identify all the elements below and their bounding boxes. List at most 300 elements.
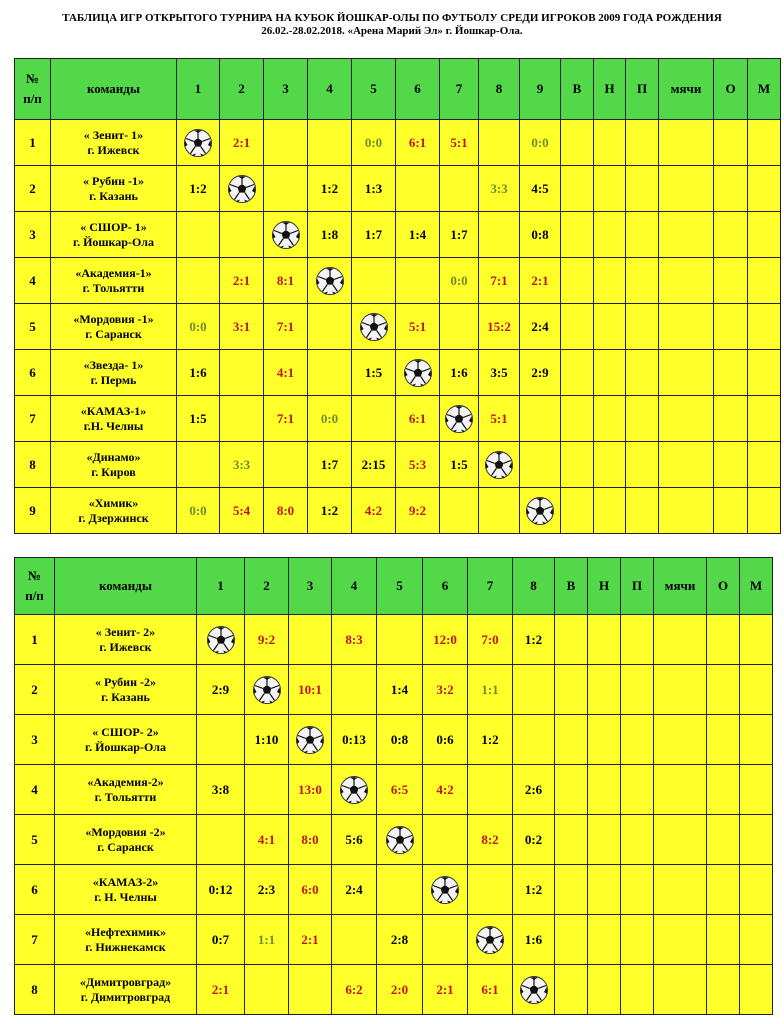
score-cell: [177, 212, 220, 258]
stat-cell: [740, 765, 773, 815]
score-cell: 4:2: [423, 765, 468, 815]
stat-cell: [714, 258, 748, 304]
stat-cell: [659, 350, 714, 396]
table-row: [15, 488, 781, 534]
score-cell: [520, 442, 561, 488]
score-cell: 2:15: [352, 442, 396, 488]
document-title: [0, 12, 784, 38]
team-cell: [51, 120, 177, 166]
stat-cell: [555, 615, 588, 665]
row-number: 4: [15, 258, 51, 304]
score-cell: 6:1: [396, 396, 440, 442]
soccer-ball-icon: [444, 404, 474, 434]
score-cell: [396, 166, 440, 212]
header-col-4: 4: [308, 59, 352, 120]
stat-cell: [748, 350, 781, 396]
score-cell: 0:0: [308, 396, 352, 442]
soccer-ball-icon: [475, 925, 505, 955]
header-stat-5: О: [714, 59, 748, 120]
team-city: г. Ижевск: [87, 142, 140, 157]
header-number-bottom: п/п: [23, 91, 42, 106]
stat-cell: [561, 304, 594, 350]
stat-cell: [621, 965, 654, 1015]
score-cell: 1:2: [177, 166, 220, 212]
soccer-ball-icon: [183, 128, 213, 158]
team-name: « Зенит- 1»: [83, 127, 144, 142]
stat-cell: [594, 396, 626, 442]
stat-cell: [588, 815, 621, 865]
soccer-ball-icon: [385, 825, 415, 855]
header-stat-1: В: [555, 558, 588, 615]
diagonal-cell: [289, 715, 332, 765]
score-cell: 3:3: [220, 442, 264, 488]
stat-cell: [654, 615, 707, 665]
score-cell: 0:0: [177, 304, 220, 350]
score-cell: 7:0: [468, 615, 513, 665]
score-cell: [352, 258, 396, 304]
team-city: г. Пермь: [90, 372, 137, 387]
header-number-top: №: [27, 568, 42, 583]
score-cell: 8:2: [468, 815, 513, 865]
score-cell: 2:3: [245, 865, 289, 915]
header-stat-4: мячи: [654, 558, 707, 615]
score-cell: 8:0: [264, 488, 308, 534]
stat-cell: [588, 965, 621, 1015]
diagonal-cell: [220, 166, 264, 212]
team-cell: [51, 258, 177, 304]
team-city: г. Тольятти: [94, 789, 157, 804]
team-name: «Звезда- 1»: [83, 357, 144, 372]
stat-cell: [561, 350, 594, 396]
header-row: [15, 558, 773, 615]
soccer-ball-icon: [339, 775, 369, 805]
score-cell: 1:6: [513, 915, 555, 965]
stat-cell: [659, 258, 714, 304]
score-cell: 6:0: [289, 865, 332, 915]
team-name: «Динамо»: [86, 449, 141, 464]
stat-cell: [561, 120, 594, 166]
stat-cell: [555, 665, 588, 715]
team-cell: [51, 488, 177, 534]
tournament-table-1: [14, 58, 781, 534]
score-cell: 1:2: [308, 488, 352, 534]
stat-cell: [626, 166, 659, 212]
stat-cell: [626, 396, 659, 442]
score-cell: 7:1: [479, 258, 520, 304]
title-line-1: ТАБЛИЦА ИГР ОТКРЫТОГО ТУРНИРА НА КУБОК ЙОШКАР-ОЛЫ ПО ФУТБОЛУ СРЕДИ ИГРОКОВ 2009 ГОДА РОЖДЕНИЯ: [62, 12, 722, 24]
stat-cell: [654, 915, 707, 965]
table-row: [15, 665, 773, 715]
stat-cell: [654, 715, 707, 765]
stat-cell: [561, 488, 594, 534]
score-cell: [423, 915, 468, 965]
stat-cell: [714, 212, 748, 258]
score-cell: [440, 304, 479, 350]
table-row: [15, 350, 781, 396]
soccer-ball-icon: [359, 312, 389, 342]
header-col-8: 8: [479, 59, 520, 120]
score-cell: 9:2: [245, 615, 289, 665]
team-name: « Рубин -1»: [83, 173, 144, 188]
score-cell: [332, 915, 377, 965]
table-row: [15, 166, 781, 212]
header-col-1: 1: [177, 59, 220, 120]
score-cell: [520, 396, 561, 442]
stat-cell: [659, 166, 714, 212]
score-cell: 1:7: [352, 212, 396, 258]
stat-cell: [707, 715, 740, 765]
row-number: 6: [15, 865, 55, 915]
row-number: 3: [15, 715, 55, 765]
stat-cell: [654, 865, 707, 915]
row-number: 8: [15, 965, 55, 1015]
score-cell: 1:10: [245, 715, 289, 765]
score-cell: 1:2: [468, 715, 513, 765]
score-cell: 0:2: [513, 815, 555, 865]
stat-cell: [588, 715, 621, 765]
score-cell: 4:1: [264, 350, 308, 396]
score-cell: 2:1: [220, 120, 264, 166]
team-city: г. Дзержинск: [78, 510, 149, 525]
team-cell: [51, 350, 177, 396]
stat-cell: [588, 865, 621, 915]
stat-cell: [740, 715, 773, 765]
row-number: 7: [15, 396, 51, 442]
row-number: 2: [15, 166, 51, 212]
score-cell: [308, 350, 352, 396]
team-city: г. Димитровград: [80, 989, 171, 1004]
header-col-3: 3: [264, 59, 308, 120]
stat-cell: [561, 442, 594, 488]
team-cell: [51, 442, 177, 488]
score-cell: [396, 258, 440, 304]
score-cell: [479, 488, 520, 534]
score-cell: [308, 120, 352, 166]
header-stat-6: М: [748, 59, 781, 120]
score-cell: 4:2: [352, 488, 396, 534]
score-cell: [513, 715, 555, 765]
soccer-ball-icon: [403, 358, 433, 388]
stat-cell: [748, 304, 781, 350]
stat-cell: [748, 442, 781, 488]
header-col-9: 9: [520, 59, 561, 120]
soccer-ball-icon: [430, 875, 460, 905]
score-cell: 0:0: [520, 120, 561, 166]
stat-cell: [748, 120, 781, 166]
stat-cell: [626, 258, 659, 304]
score-cell: 2:4: [520, 304, 561, 350]
score-cell: [332, 665, 377, 715]
header-stat-3: П: [621, 558, 654, 615]
diagonal-cell: [423, 865, 468, 915]
stat-cell: [555, 765, 588, 815]
diagonal-cell: [352, 304, 396, 350]
table-row: [15, 258, 781, 304]
soccer-ball-icon: [519, 975, 549, 1005]
header-col-8: 8: [513, 558, 555, 615]
row-number: 3: [15, 212, 51, 258]
team-city: г. Казань: [101, 689, 150, 704]
team-cell: [55, 665, 197, 715]
score-cell: 1:5: [440, 442, 479, 488]
team-cell: [55, 765, 197, 815]
stat-cell: [659, 396, 714, 442]
team-name: « СШОР- 2»: [92, 724, 159, 739]
team-city: г. Казань: [89, 188, 138, 203]
stat-cell: [555, 865, 588, 915]
stat-cell: [555, 715, 588, 765]
team-name: «Академия-2»: [87, 774, 164, 789]
score-cell: [440, 488, 479, 534]
stat-cell: [654, 665, 707, 715]
stat-cell: [621, 865, 654, 915]
table-row: [15, 120, 781, 166]
table-row: [15, 965, 773, 1015]
stat-cell: [626, 442, 659, 488]
tournament-table-2: [14, 557, 773, 1015]
stat-cell: [714, 166, 748, 212]
stat-cell: [654, 765, 707, 815]
stat-cell: [714, 304, 748, 350]
stat-cell: [561, 166, 594, 212]
diagonal-cell: [377, 815, 423, 865]
diagonal-cell: [479, 442, 520, 488]
score-cell: 2:1: [423, 965, 468, 1015]
stat-cell: [588, 915, 621, 965]
score-cell: 1:2: [308, 166, 352, 212]
stat-cell: [740, 915, 773, 965]
team-cell: [51, 396, 177, 442]
score-cell: [513, 665, 555, 715]
stat-cell: [659, 120, 714, 166]
team-city: г.Н. Челны: [83, 418, 144, 433]
score-cell: 5:1: [479, 396, 520, 442]
score-cell: 0:0: [352, 120, 396, 166]
team-name: «Химик»: [88, 495, 139, 510]
stat-cell: [659, 304, 714, 350]
diagonal-cell: [245, 665, 289, 715]
stat-cell: [707, 915, 740, 965]
table-row: [15, 865, 773, 915]
score-cell: 12:0: [423, 615, 468, 665]
soccer-ball-icon: [295, 725, 325, 755]
score-cell: 5:4: [220, 488, 264, 534]
score-cell: [220, 212, 264, 258]
header-stat-3: П: [626, 59, 659, 120]
score-cell: 2:6: [513, 765, 555, 815]
score-cell: 2:1: [220, 258, 264, 304]
score-cell: [308, 304, 352, 350]
score-cell: 1:5: [177, 396, 220, 442]
header-number: [15, 59, 51, 120]
score-cell: 6:2: [332, 965, 377, 1015]
stat-cell: [740, 615, 773, 665]
score-cell: 8:3: [332, 615, 377, 665]
diagonal-cell: [197, 615, 245, 665]
score-cell: 2:1: [197, 965, 245, 1015]
score-cell: [289, 615, 332, 665]
score-cell: 3:8: [197, 765, 245, 815]
stat-cell: [555, 965, 588, 1015]
row-number: 2: [15, 665, 55, 715]
soccer-ball-icon: [484, 450, 514, 480]
score-cell: 1:2: [513, 865, 555, 915]
team-city: г. Нижнекамск: [85, 939, 166, 954]
score-cell: 3:3: [479, 166, 520, 212]
header-number-bottom: п/п: [25, 588, 44, 603]
score-cell: 0:6: [423, 715, 468, 765]
header-col-2: 2: [245, 558, 289, 615]
diagonal-cell: [308, 258, 352, 304]
header-stat-5: О: [707, 558, 740, 615]
header-stat-6: М: [740, 558, 773, 615]
score-cell: 0:7: [197, 915, 245, 965]
stat-cell: [748, 488, 781, 534]
soccer-ball-icon: [315, 266, 345, 296]
header-teams: команды: [51, 59, 177, 120]
stat-cell: [748, 258, 781, 304]
score-cell: [377, 865, 423, 915]
header-stat-2: Н: [594, 59, 626, 120]
stat-cell: [707, 765, 740, 815]
score-cell: 5:3: [396, 442, 440, 488]
row-number: 6: [15, 350, 51, 396]
stat-cell: [621, 665, 654, 715]
score-cell: 8:0: [289, 815, 332, 865]
table-row: [15, 765, 773, 815]
score-cell: 1:4: [377, 665, 423, 715]
stat-cell: [594, 212, 626, 258]
diagonal-cell: [513, 965, 555, 1015]
score-cell: 0:8: [377, 715, 423, 765]
score-cell: [289, 965, 332, 1015]
soccer-ball-icon: [227, 174, 257, 204]
score-cell: 9:2: [396, 488, 440, 534]
team-name: «Академия-1»: [75, 265, 152, 280]
stat-cell: [714, 120, 748, 166]
diagonal-cell: [520, 488, 561, 534]
stat-cell: [707, 615, 740, 665]
score-cell: 7:1: [264, 304, 308, 350]
team-cell: [55, 815, 197, 865]
stat-cell: [707, 665, 740, 715]
stat-cell: [714, 488, 748, 534]
stat-cell: [588, 665, 621, 715]
table-row: [15, 615, 773, 665]
score-cell: 2:8: [377, 915, 423, 965]
header-number-top: №: [25, 71, 40, 86]
row-number: 9: [15, 488, 51, 534]
title-line-2: 26.02.-28.02.2018. «Арена Марий Эл» г. Йошкар-Ола.: [261, 25, 523, 37]
score-cell: [264, 120, 308, 166]
table-row: [15, 715, 773, 765]
header-stat-2: Н: [588, 558, 621, 615]
score-cell: 5:1: [396, 304, 440, 350]
header-number: [15, 558, 55, 615]
table-row: [15, 442, 781, 488]
table-row: [15, 212, 781, 258]
stat-cell: [588, 765, 621, 815]
soccer-ball-icon: [525, 496, 555, 526]
score-cell: 6:1: [396, 120, 440, 166]
score-cell: [197, 815, 245, 865]
row-number: 4: [15, 765, 55, 815]
stat-cell: [714, 350, 748, 396]
header-col-2: 2: [220, 59, 264, 120]
score-cell: [245, 765, 289, 815]
score-cell: 2:1: [520, 258, 561, 304]
team-cell: [51, 304, 177, 350]
team-name: «Нефтехимик»: [84, 924, 166, 939]
stat-cell: [626, 212, 659, 258]
score-cell: 2:9: [520, 350, 561, 396]
team-cell: [55, 915, 197, 965]
score-cell: 3:5: [479, 350, 520, 396]
score-cell: 10:1: [289, 665, 332, 715]
table-row: [15, 915, 773, 965]
table-row: [15, 396, 781, 442]
score-cell: 5:1: [440, 120, 479, 166]
header-stat-1: В: [561, 59, 594, 120]
stat-cell: [621, 815, 654, 865]
team-city: г. Ижевск: [99, 639, 152, 654]
stat-cell: [555, 815, 588, 865]
stat-cell: [594, 350, 626, 396]
score-cell: [197, 715, 245, 765]
team-city: г. Йошкар-Ола: [84, 739, 167, 754]
score-cell: [440, 166, 479, 212]
team-city: г. Саранск: [97, 839, 154, 854]
team-cell: [55, 615, 197, 665]
row-number: 8: [15, 442, 51, 488]
header-col-5: 5: [352, 59, 396, 120]
score-cell: 7:1: [264, 396, 308, 442]
stat-cell: [561, 212, 594, 258]
score-cell: 3:1: [220, 304, 264, 350]
score-cell: [177, 258, 220, 304]
stat-cell: [594, 166, 626, 212]
team-cell: [55, 865, 197, 915]
diagonal-cell: [468, 915, 513, 965]
team-cell: [51, 212, 177, 258]
score-cell: 0:0: [177, 488, 220, 534]
header-col-6: 6: [396, 59, 440, 120]
header-stat-4: мячи: [659, 59, 714, 120]
score-cell: 1:1: [468, 665, 513, 715]
header-col-5: 5: [377, 558, 423, 615]
team-name: « Зенит- 2»: [95, 624, 156, 639]
stat-cell: [621, 915, 654, 965]
header-col-6: 6: [423, 558, 468, 615]
stat-cell: [594, 120, 626, 166]
header-col-3: 3: [289, 558, 332, 615]
score-cell: 4:1: [245, 815, 289, 865]
score-cell: 0:12: [197, 865, 245, 915]
stat-cell: [621, 765, 654, 815]
score-cell: [479, 212, 520, 258]
diagonal-cell: [396, 350, 440, 396]
header-col-1: 1: [197, 558, 245, 615]
score-cell: 5:6: [332, 815, 377, 865]
team-city: г. Киров: [91, 464, 136, 479]
score-cell: 1:1: [245, 915, 289, 965]
table-row: [15, 304, 781, 350]
soccer-ball-icon: [271, 220, 301, 250]
team-name: «КАМАЗ-2»: [92, 874, 159, 889]
stat-cell: [594, 442, 626, 488]
team-city: г. Саранск: [85, 326, 142, 341]
score-cell: [468, 765, 513, 815]
